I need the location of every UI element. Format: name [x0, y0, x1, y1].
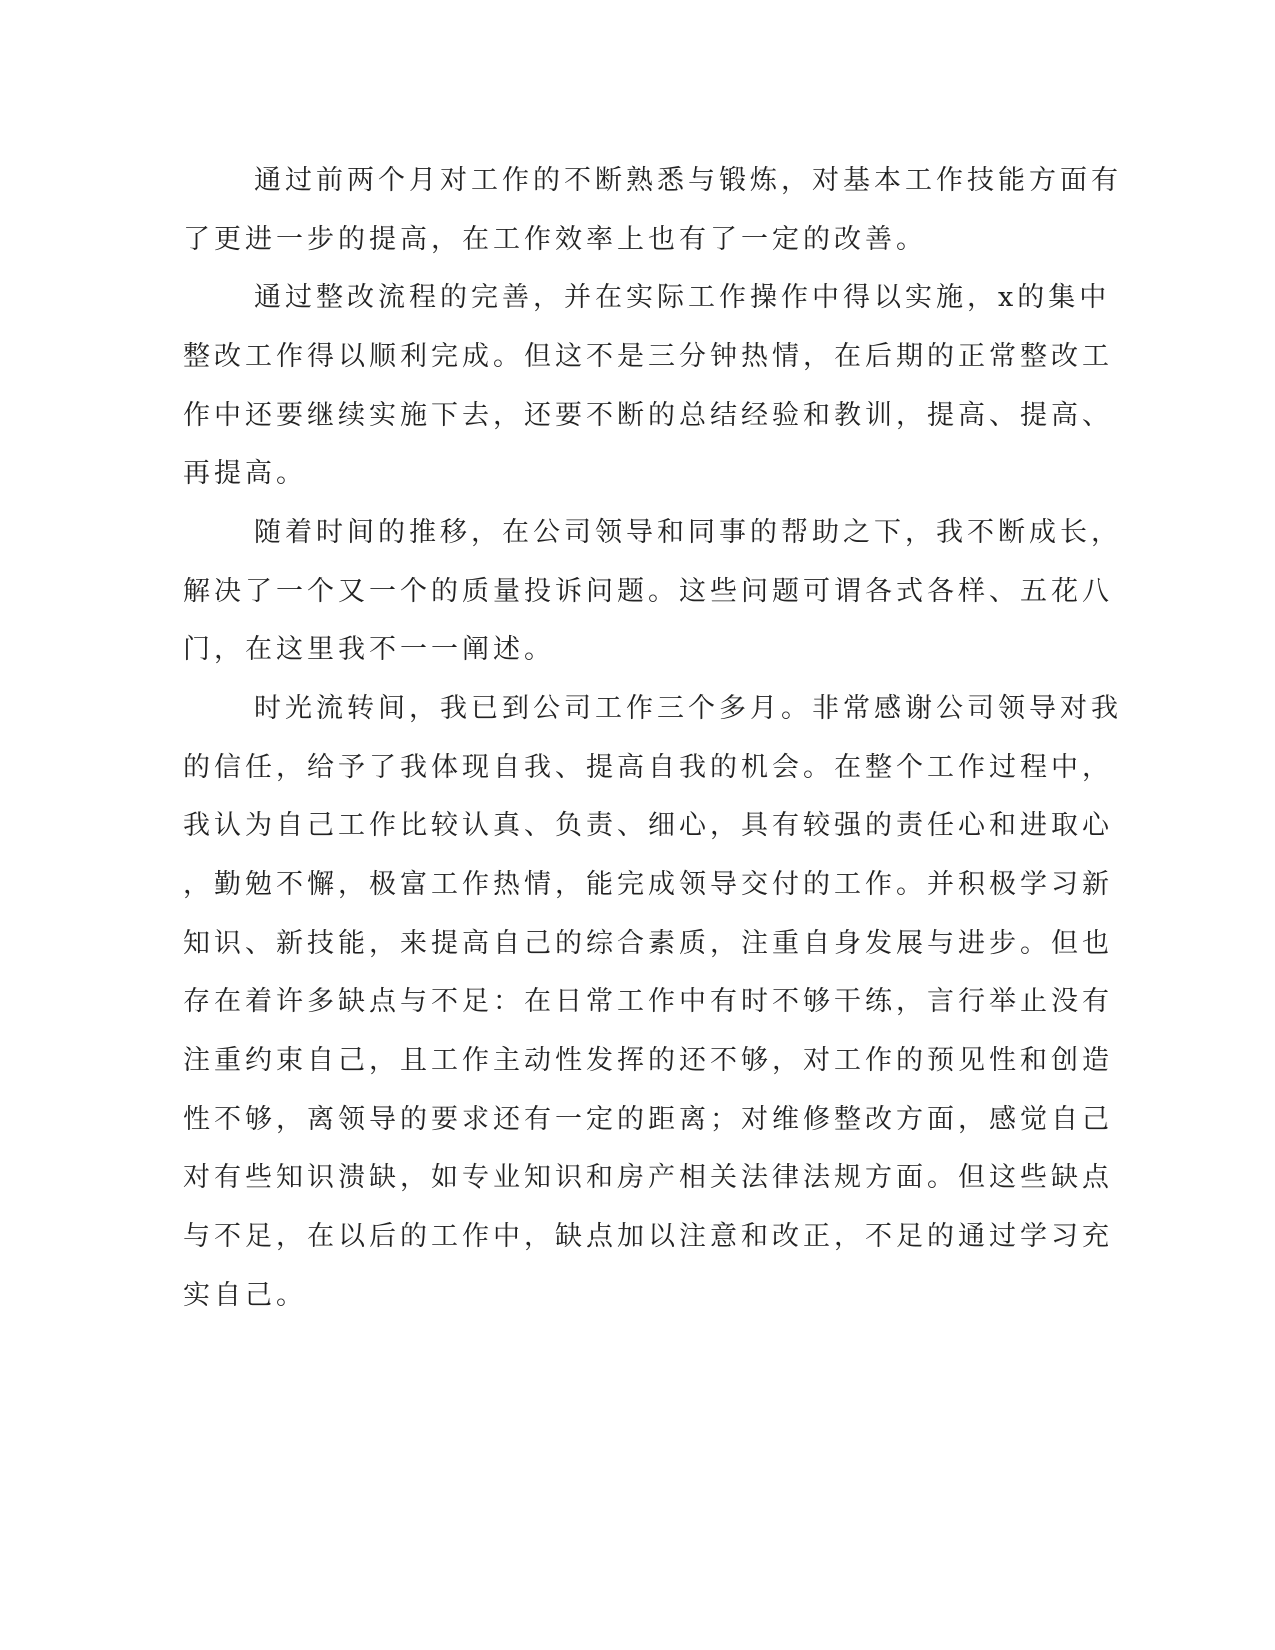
paragraph-3-line-2: 解决了一个又一个的质量投诉问题。这些问题可谓各式各样、五花八 [183, 576, 1113, 607]
paragraph-4-line-1: 时光流转间，我已到公司工作三个多月。非常感谢公司领导对我 [254, 693, 1122, 724]
paragraph-4-line-6: 存在着许多缺点与不足：在日常工作中有时不够干练，言行举止没有 [183, 986, 1113, 1017]
paragraph-2-line-2: 整改工作得以顺利完成。但这不是三分钟热情，在后期的正常整改工 [183, 341, 1113, 372]
paragraph-4-line-11: 实自己。 [183, 1280, 307, 1311]
paragraph-4-line-3: 我认为自己工作比较认真、负责、细心，具有较强的责任心和进取心 [183, 810, 1113, 841]
paragraph-4-line-2: 的信任，给予了我体现自我、提高自我的机会。在整个工作过程中， [183, 752, 1113, 783]
paragraph-3-line-3: 门，在这里我不一一阐述。 [183, 634, 555, 665]
paragraph-1-line-2: 了更进一步的提高，在工作效率上也有了一定的改善。 [183, 224, 927, 255]
paragraph-4-line-4: ，勤勉不懈，极富工作热情，能完成领导交付的工作。并积极学习新 [183, 869, 1113, 900]
paragraph-2-line-4: 再提高。 [183, 458, 307, 489]
paragraph-2-line-1: 通过整改流程的完善，并在实际工作操作中得以实施，x的集中 [254, 282, 1111, 313]
paragraph-4-line-8: 性不够，离领导的要求还有一定的距离；对维修整改方面，感觉自己 [183, 1104, 1113, 1135]
paragraph-4-line-10: 与不足，在以后的工作中，缺点加以注意和改正，不足的通过学习充 [183, 1221, 1113, 1252]
paragraph-2-line-3: 作中还要继续实施下去，还要不断的总结经验和教训，提高、提高、 [183, 400, 1113, 431]
paragraph-1-line-1: 通过前两个月对工作的不断熟悉与锻炼，对基本工作技能方面有 [254, 165, 1122, 196]
paragraph-4-line-5: 知识、新技能，来提高自己的综合素质，注重自身发展与进步。但也 [183, 928, 1113, 959]
paragraph-4-line-7: 注重约束自己，且工作主动性发挥的还不够，对工作的预见性和创造 [183, 1045, 1113, 1076]
paragraph-4-line-9: 对有些知识溃缺，如专业知识和房产相关法律法规方面。但这些缺点 [183, 1162, 1113, 1193]
paragraph-3-line-1: 随着时间的推移，在公司领导和同事的帮助之下，我不断成长， [254, 517, 1122, 548]
